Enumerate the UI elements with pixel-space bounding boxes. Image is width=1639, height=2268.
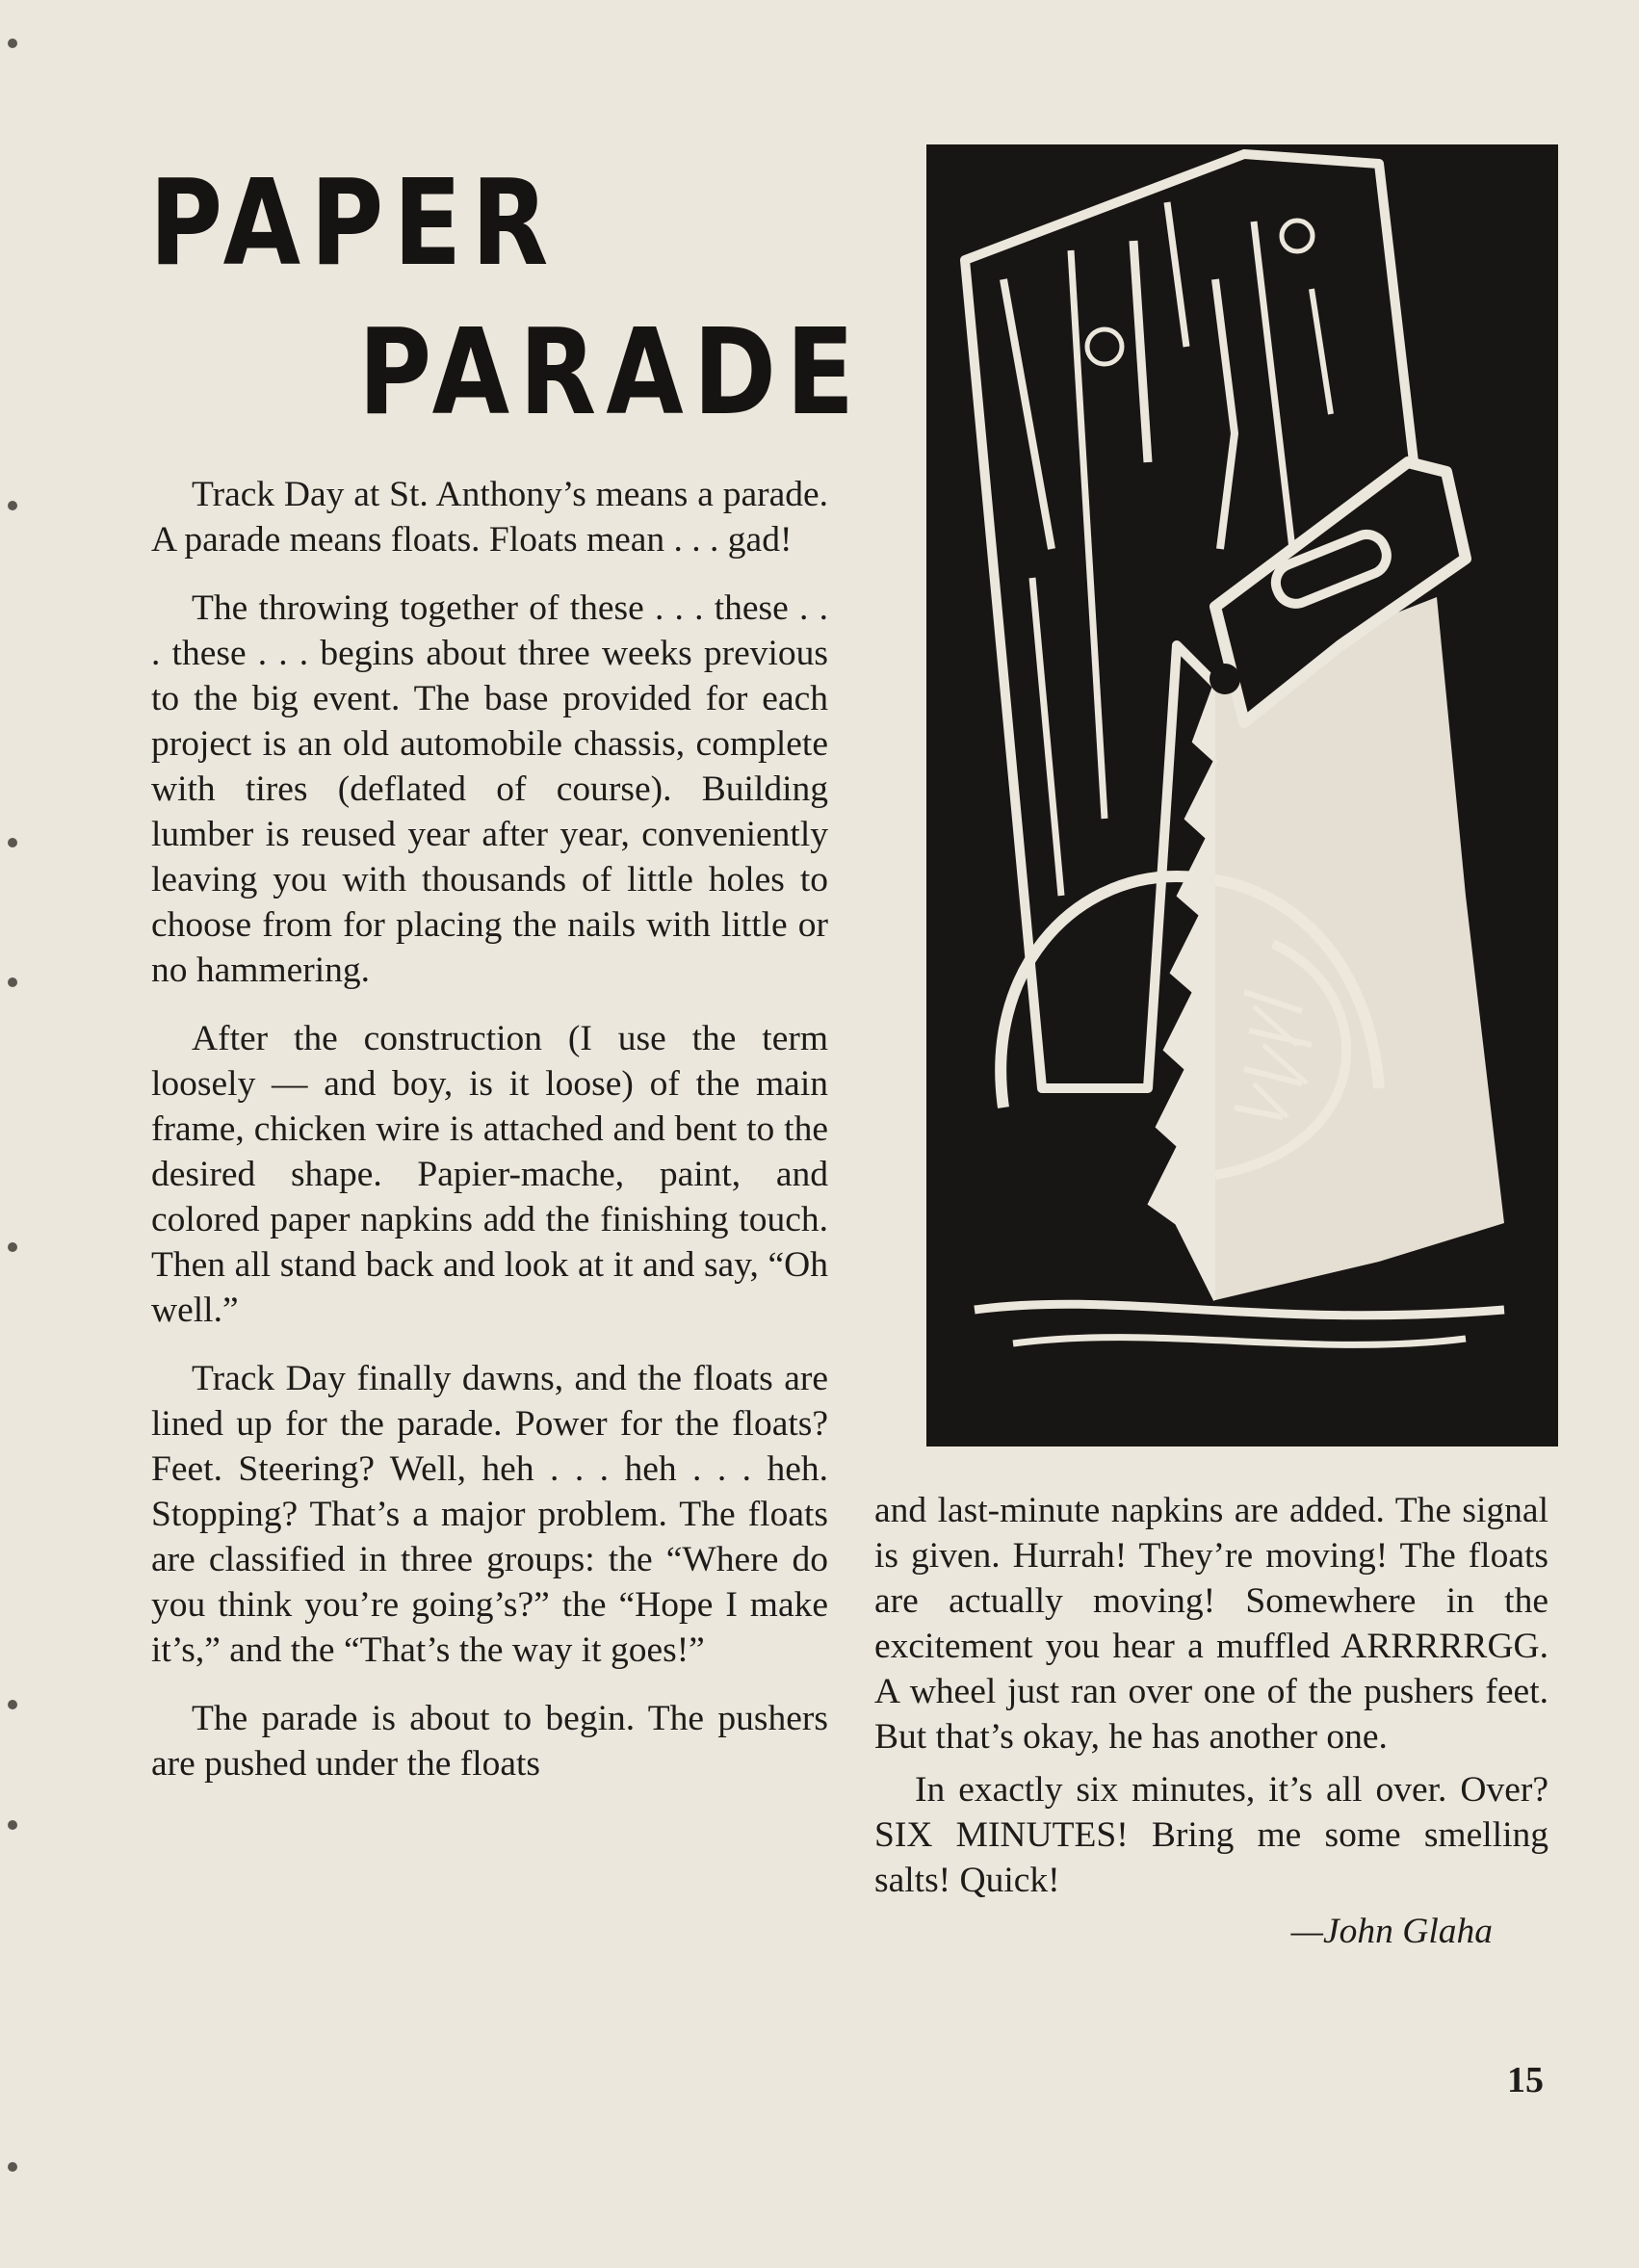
- closing-paragraph: In exactly six minutes, it’s all over. Over? SIX MINUTES! Bring me some smelling salts! Quick!: [874, 1770, 1548, 1900]
- paragraph: Track Day at St. Anthony’s means a parade. A parade means floats. Floats mean . . . gad!: [151, 475, 828, 560]
- paragraph: The parade is about to begin. The pushers are pushed under the floats: [151, 1699, 828, 1784]
- article-left-column: [151, 472, 828, 1810]
- binding-hole: [8, 1700, 17, 1709]
- paragraph: Track Day finally dawns, and the floats are lined up for the parade. Power for the floats? Feet. Steering? Well, heh . . . heh . . . heh. Stopping? That’s a major problem. The floats are classified in three groups: the “Where do you think you’re going’s?” the “Hope I make it’s,” and the “That’s the way it goes!”: [151, 1359, 828, 1670]
- binding-hole: [8, 1242, 17, 1252]
- woodcut-saw-board-wheel-icon: [926, 144, 1558, 1447]
- author-signature: —John Glaha: [1290, 1912, 1493, 1951]
- binding-hole: [8, 978, 17, 987]
- binding-hole: [8, 39, 17, 48]
- binding-hole: [8, 838, 17, 847]
- paragraph-continued: and last-minute napkins are added. The signal is given. Hurrah! They’re moving! The floats are actually moving! Somewhere in the excitement you hear a muffled ARRRRRGG. A wheel just ran over one of the pushers feet. But that’s okay, he has another one.: [874, 1491, 1548, 1757]
- binding-hole: [8, 1820, 17, 1830]
- article-title-line-1: PAPER: [149, 153, 559, 293]
- paragraph: The throwing together of these . . . these . . . these . . . begins about three weeks previous to the big event. The base provided for each project is an old automobile chassis, complete with tires (deflated of course). Building lumber is reused year after year, conveniently leaving you with thousands of little holes to choose from for placing the nails with little or no hammering.: [151, 588, 828, 990]
- page-number: 15: [1507, 2060, 1544, 2100]
- article-right-column: [874, 1488, 1548, 1954]
- paragraph: After the construction (I use the term loosely — and boy, is it loose) of the main frame, chicken wire is attached and bent to the desired shape. Papier-mache, paint, and colored paper napkins add the finishing touch. Then all stand back and look at it and say, “Oh well.”: [151, 1019, 828, 1330]
- binding-hole: [8, 2162, 17, 2172]
- binding-hole: [8, 501, 17, 510]
- article-title-line-2: PARADE: [358, 302, 865, 442]
